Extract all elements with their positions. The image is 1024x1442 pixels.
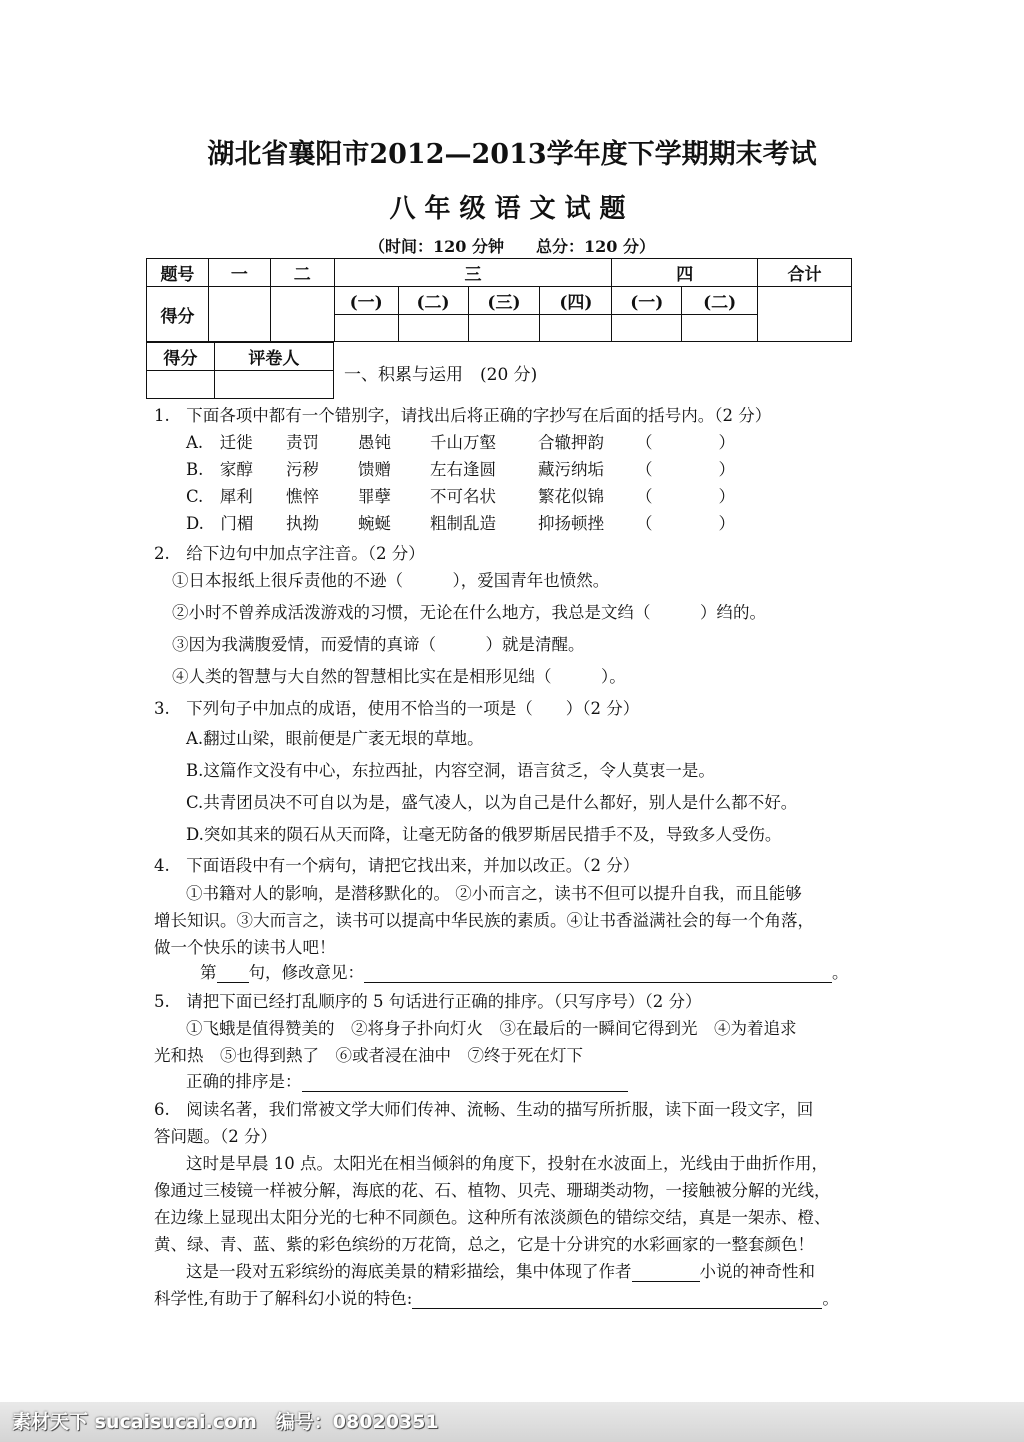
sentence-number-blank[interactable] xyxy=(217,981,249,983)
score-sub-san-3: (三) xyxy=(468,287,540,315)
score-cell-si-1[interactable] xyxy=(612,315,682,342)
option-word: 抑扬顿挫 xyxy=(538,514,604,533)
score-sub-si-2: (二) xyxy=(682,287,758,315)
option-word: B. 家醇 xyxy=(186,460,253,479)
question-2-stem: 2. 给下边句中加点字注音。（2 分） xyxy=(154,544,425,563)
question-1-stem: 1. 下面各项中都有一个错别字，请找出后将正确的字抄写在后面的括号内。（2 分） xyxy=(154,406,772,425)
exam-subtitle: 八年级语文试题 xyxy=(389,194,635,224)
answer-bracket[interactable]: （ ） xyxy=(636,433,735,452)
option-word: 繁花似锦 xyxy=(538,487,604,506)
question-6-stem: 6. 阅读名著，我们常被文学大师们传神、流畅、生动的描写所折服，读下面一段文字，回 xyxy=(154,1100,814,1119)
revision-blank[interactable] xyxy=(364,981,832,983)
grader-table xyxy=(146,342,334,399)
option-word: D. 门楣 xyxy=(186,514,254,533)
grader-score-cell[interactable] xyxy=(147,371,215,399)
question-3-option: B.这篇作文没有中心，东拉西扯，内容空洞，语言贫乏，令人莫衷一是。 xyxy=(186,761,715,780)
question-6-text: 小说的神奇性和 xyxy=(699,1262,815,1281)
question-4-line: ①书籍对人的影响，是潜移默化的。 ②小而言之，读书不但可以提升自我，而且能够 xyxy=(186,884,802,903)
question-6-text: 科学性,有助于了解科幻小说的特色: xyxy=(154,1289,413,1308)
score-table-san: 三 xyxy=(334,259,612,287)
question-3-option: C.共青团员决不可自以为是，盛气凌人，以为自己是什么都好，别人是什么都不好。 xyxy=(186,793,798,812)
feature-blank[interactable] xyxy=(412,1307,822,1309)
question-3-option: D.突如其来的陨石从天而降，让毫无防备的俄罗斯居民措手不及，导致多人受伤。 xyxy=(186,825,782,844)
score-table xyxy=(146,258,852,342)
option-word: C. 犀利 xyxy=(186,487,253,506)
question-4-line: 增长知识。③大而言之，读书可以提高中华民族的素质。④让书香溢满社会的每一个角落， xyxy=(154,911,814,930)
option-word: 馈赠 xyxy=(358,460,391,479)
question-5-stem: 5. 请把下面已经打乱顺序的 5 句话进行正确的排序。（只写序号）（2 分） xyxy=(154,992,702,1011)
option-word: 执拗 xyxy=(286,514,319,533)
question-5-answer xyxy=(186,1068,628,1092)
option-word: 藏污纳垢 xyxy=(538,460,604,479)
answer-mid: 句，修改意见： xyxy=(248,963,364,982)
passage-line: 黄、绿、青、蓝、紫的彩色缤纷的万花筒，总之，它是十分讲究的水彩画家的一整套颜色！ xyxy=(154,1235,814,1254)
question-5-line: ①飞蛾是值得赞美的 ②将身子扑向灯火 ③在最后的一瞬间它得到光 ④为着追求 xyxy=(186,1019,797,1038)
score-sub-san-1: (一) xyxy=(334,287,398,315)
question-4-answer xyxy=(200,959,849,983)
question-6-question xyxy=(154,1285,839,1309)
option-word: 千山万壑 xyxy=(430,433,496,452)
score-table-tihao: 题号 xyxy=(147,259,209,287)
grader-defen-label: 得分 xyxy=(147,343,215,371)
score-sub-si-1: (一) xyxy=(612,287,682,315)
score-cell-si-2[interactable] xyxy=(682,315,758,342)
option-word: 蜿蜒 xyxy=(358,514,391,533)
question-3-stem: 3. 下列句子中加点的成语，使用不恰当的一项是（ ）（2 分） xyxy=(154,699,640,718)
grader-name-cell[interactable] xyxy=(214,371,333,399)
author-blank[interactable] xyxy=(632,1280,700,1282)
answer-bracket[interactable]: （ ） xyxy=(636,460,735,479)
option-word: 不可名状 xyxy=(430,487,496,506)
answer-label: 正确的排序是： xyxy=(186,1072,302,1091)
passage-line: 在边缘上显现出太阳分光的七种不同颜色。这种所有浓淡颜色的错综交结，真是一架赤、橙、 xyxy=(154,1208,831,1227)
question-2-item: ④人类的智慧与大自然的智慧相比实在是相形见绌（ ）。 xyxy=(172,667,626,686)
score-cell-san-1[interactable] xyxy=(334,315,398,342)
score-table-er: 二 xyxy=(270,259,334,287)
option-word: 左右逢圆 xyxy=(430,460,496,479)
answer-end: 。 xyxy=(832,963,849,982)
option-word: 粗制乱造 xyxy=(430,514,496,533)
score-table-defen: 得分 xyxy=(147,287,209,342)
option-word: 污秽 xyxy=(286,460,319,479)
exam-title: 湖北省襄阳市2012—2013学年度下学期期末考试 xyxy=(207,139,817,170)
answer-prefix: 第 xyxy=(200,963,217,982)
score-cell-san-3[interactable] xyxy=(468,315,540,342)
question-2-item: ③因为我满腹爱情，而爱情的真谛（ ）就是清醒。 xyxy=(172,635,585,654)
option-word: 憔悴 xyxy=(286,487,319,506)
option-word: A. 迁徙 xyxy=(186,433,253,452)
answer-bracket[interactable]: （ ） xyxy=(636,514,735,533)
exam-time-score: （时间：120 分钟 总分：120 分） xyxy=(369,237,655,256)
question-6-text: 这是一段对五彩缤纷的海底美景的精彩描绘，集中体现了作者 xyxy=(186,1262,632,1281)
option-word: 罪孽 xyxy=(358,487,391,506)
option-word: 愚钝 xyxy=(358,433,391,452)
option-word: 责罚 xyxy=(286,433,319,452)
section-heading: 一、积累与运用 (20 分) xyxy=(344,365,538,385)
passage-line: 这时是早晨 10 点。太阳光在相当倾斜的角度下，投射在水波面上，光线由于曲折作用， xyxy=(186,1154,828,1173)
question-3-option: A.翻过山梁，眼前便是广袤无垠的草地。 xyxy=(186,729,484,748)
order-blank[interactable] xyxy=(302,1090,628,1092)
score-cell-san-4[interactable] xyxy=(540,315,612,342)
score-cell-san-2[interactable] xyxy=(398,315,468,342)
question-6-stem: 答问题。（2 分） xyxy=(154,1127,277,1146)
grader-pingjuanren-label: 评卷人 xyxy=(214,343,333,371)
question-6-question xyxy=(186,1258,815,1282)
answer-end: 。 xyxy=(822,1289,839,1308)
question-5-line: 光和热 ⑤也得到熱了 ⑥或者浸在油中 ⑦终于死在灯下 xyxy=(154,1046,583,1065)
score-table-si: 四 xyxy=(612,259,758,287)
score-sub-san-4: (四) xyxy=(540,287,612,315)
question-2-item: ①日本报纸上很斥责他的不逊（ ），爱国青年也愤然。 xyxy=(172,571,610,590)
answer-bracket[interactable]: （ ） xyxy=(636,487,735,506)
question-2-item: ②小时不曾养成活泼游戏的习惯，无论在什么地方，我总是文绉（ ）绉的。 xyxy=(172,603,766,622)
score-cell-er[interactable] xyxy=(270,287,334,342)
watermark-banner: 素材天下 sucaisucai.com 编号：08020351 xyxy=(0,1402,1024,1442)
score-sub-san-2: (二) xyxy=(398,287,468,315)
score-cell-total[interactable] xyxy=(758,287,852,342)
passage-line: 像通过三棱镜一样被分解，海底的花、石、植物、贝壳、珊瑚类动物，一接触被分解的光线， xyxy=(154,1181,831,1200)
question-4-stem: 4. 下面语段中有一个病句，请把它找出来，并加以改正。（2 分） xyxy=(154,856,640,875)
option-word: 合辙押韵 xyxy=(538,433,604,452)
score-table-heji: 合计 xyxy=(758,259,852,287)
score-table-yi: 一 xyxy=(208,259,270,287)
question-4-line: 做一个快乐的读书人吧！ xyxy=(154,938,336,957)
score-cell-yi[interactable] xyxy=(208,287,270,342)
